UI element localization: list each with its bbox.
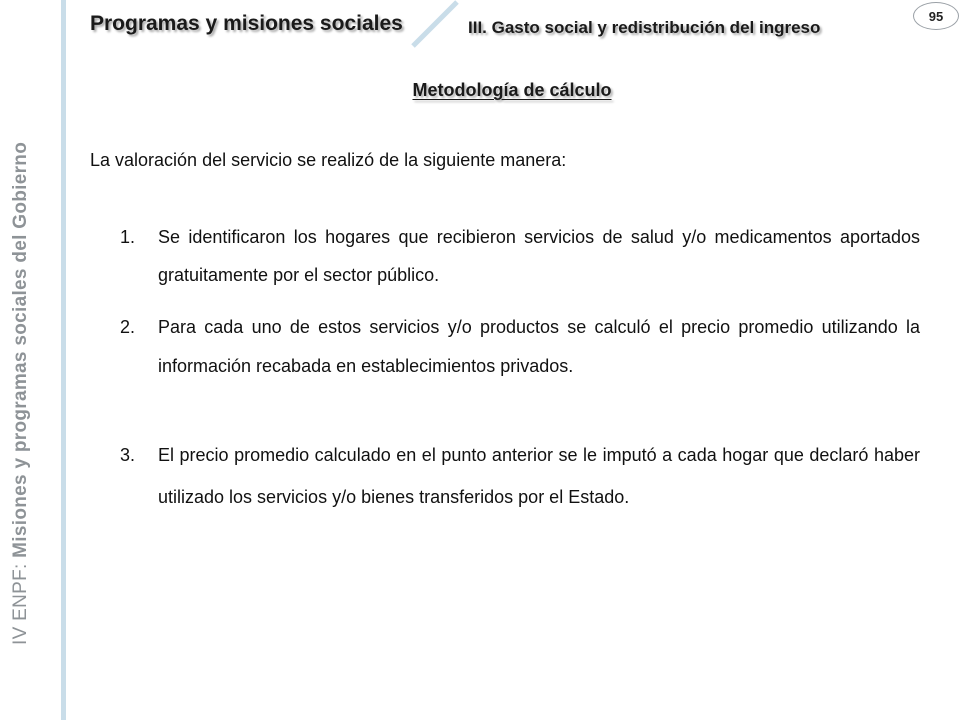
list-item-number: 1. <box>120 227 136 247</box>
header-slash-divider <box>405 0 465 50</box>
header-subtitle: III. Gasto social y redistribución del ingreso <box>468 18 821 37</box>
header-title: Programas y misiones sociales <box>90 12 403 35</box>
intro-paragraph: La valoración del servicio se realizó de la siguiente manera: <box>90 150 567 170</box>
list-item <box>120 218 920 294</box>
list-item <box>120 434 920 518</box>
list-item-text: Se identificaron los hogares que recibieron servicios de salud y/o medicamentos aportados gratuitamente por el sector público. <box>158 227 920 285</box>
sidebar-caption <box>10 142 32 645</box>
list-item-number: 3. <box>120 445 136 465</box>
list-item-number: 2. <box>120 317 136 337</box>
sidebar-label: Misiones y programas sociales del Gobierno <box>10 141 31 558</box>
page-number: 95 <box>928 8 944 24</box>
list-item-text: Para cada uno de estos servicios y/o productos se calculó el precio promedio utilizando la información recabada en establecimientos privados. <box>158 317 920 376</box>
page-number-badge <box>913 2 959 30</box>
list-item <box>120 308 920 386</box>
sidebar-prefix: IV ENPF: <box>10 557 31 645</box>
section-title-text: Metodología de cálculo <box>412 80 612 100</box>
list-item-text: El precio promedio calculado en el punto anterior se le imputó a cada hogar que declaró haber utilizado los servicios y/o bienes transferidos por el Estado. <box>158 445 920 507</box>
section-title <box>0 80 960 101</box>
sidebar-divider <box>61 0 66 720</box>
